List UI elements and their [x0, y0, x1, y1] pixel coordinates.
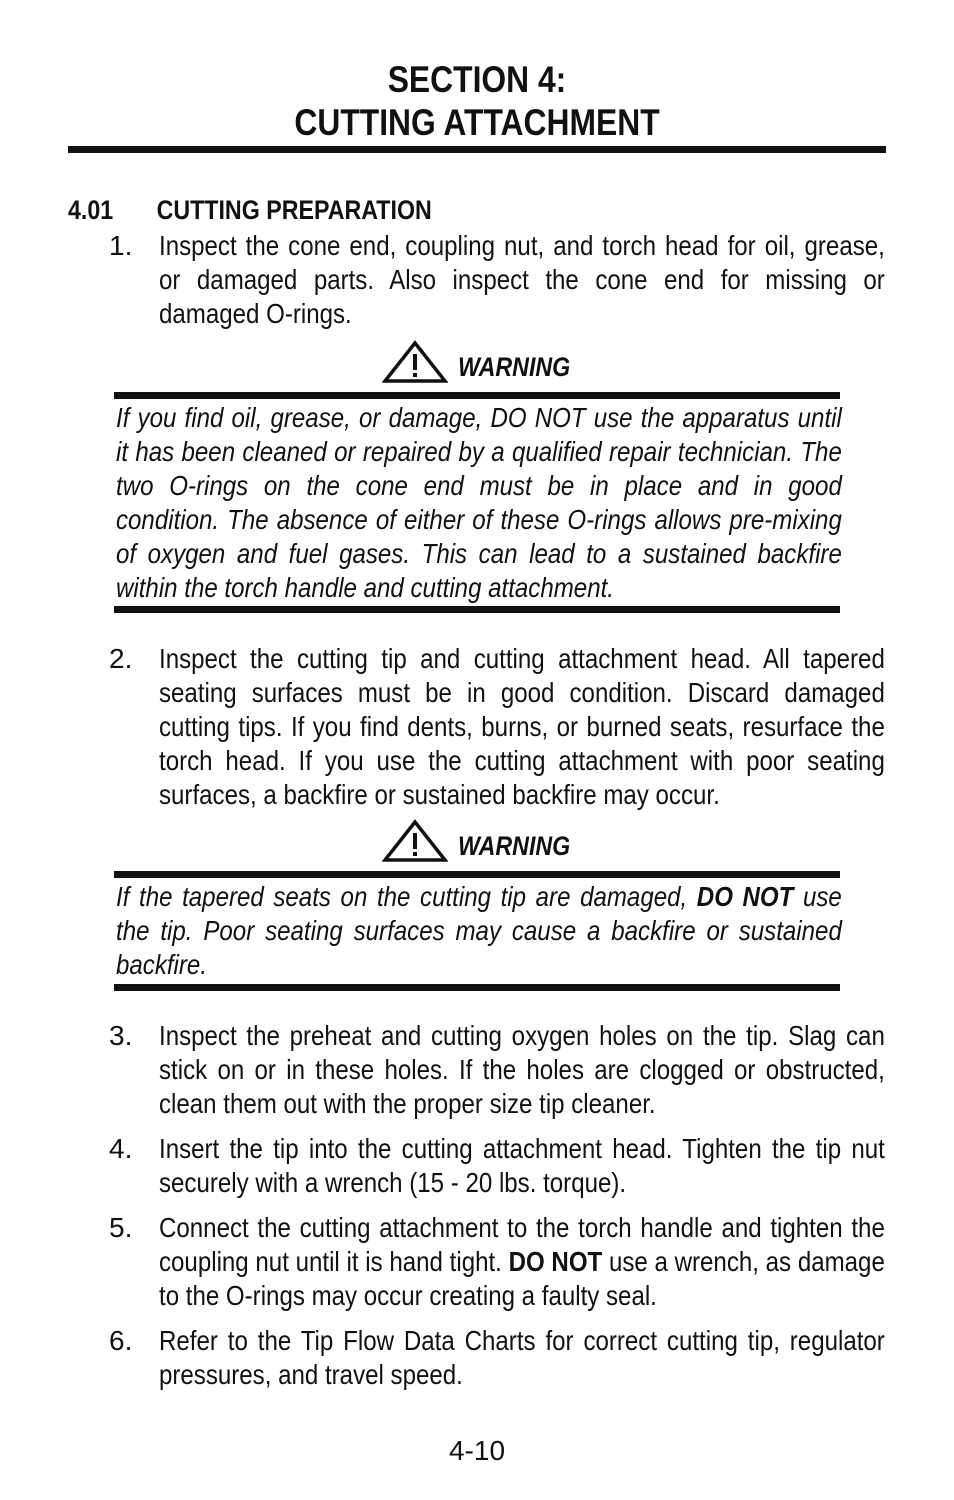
warning-header [382, 819, 682, 863]
step-number: 3. [109, 1020, 133, 1051]
step-number: 5. [109, 1212, 133, 1243]
step-text: Inspect the preheat and cutting oxygen holes on the tip. Slag can stick on or in these holes. If the holes are clogged or obstructed, clean them out with the proper size tip cleaner. [159, 1020, 885, 1119]
step-text [159, 1211, 885, 1313]
step-text-part: Connect the cutting attachment to the torch handle and tighten the coupling nut until it is hand tight. [159, 1212, 885, 1277]
page-number: 4-10 [448, 1435, 506, 1466]
warning-top-rule [114, 871, 840, 878]
title-divider [68, 146, 886, 153]
warning-label: WARNING [458, 352, 571, 382]
warning-text-part: use the tip. Poor seating surfaces may cause a backfire or sustained backfire. [116, 881, 842, 980]
warning-triangle-icon [382, 819, 448, 863]
warning-text-part: If the tapered seats on the cutting tip are damaged, [116, 881, 697, 912]
step-number: 4. [109, 1133, 133, 1164]
warning-header [382, 340, 682, 384]
step-number: 2. [109, 643, 133, 674]
section-heading [68, 194, 954, 226]
warning-text: If you find oil, grease, or damage, DO NOT use the apparatus until it has been cleaned or repaired by a qualified repair technician. The two O-rings on the cone end must be in place and in good condition. The absence of either of these O-rings allows pre-mixing of oxygen and fuel gases. This can lead to a sustained backfire within the torch handle and cutting attachment. [116, 402, 842, 603]
warning-text [116, 880, 842, 982]
warning-bottom-rule [114, 606, 840, 613]
warning-bottom-rule [114, 984, 840, 991]
step-text: Inspect the cone end, coupling nut, and torch head for oil, grease, or damaged parts. Also inspect the cone end for missing or damaged O-rings. [159, 230, 885, 329]
step-number: 1. [109, 230, 133, 261]
step-text: Inspect the cutting tip and cutting attachment head. All tapered seating surfaces must be in good condition. Discard damaged cutting tips. If you find dents, burns, or burned seats, resurface the torch head. If you use the cutting attachment with poor seating surfaces, a backfire or sustained backfire may occur. [159, 643, 885, 810]
step-text: Insert the tip into the cutting attachment head. Tighten the tip nut securely with a wrench (15 - 20 lbs. torque). [159, 1133, 885, 1198]
title-line-2: CUTTING ATTACHMENT [294, 102, 660, 143]
page-title [67, 58, 887, 144]
step-emphasis: DO NOT [508, 1246, 603, 1277]
section-number: 4.01 [68, 195, 114, 225]
step-number: 6. [109, 1325, 133, 1356]
step-text: Refer to the Tip Flow Data Charts for correct cutting tip, regulator pressures, and travel speed. [159, 1325, 885, 1390]
warning-label: WARNING [458, 831, 571, 861]
step-text-part: use a wrench, as damage to the O-rings may occur creating a faulty seal. [159, 1246, 885, 1311]
warning-triangle-icon [382, 340, 448, 384]
title-line-1: SECTION 4: [387, 59, 567, 100]
section-title: CUTTING PREPARATION [156, 195, 432, 225]
warning-top-rule [114, 392, 840, 399]
warning-emphasis: DO NOT [696, 881, 794, 912]
